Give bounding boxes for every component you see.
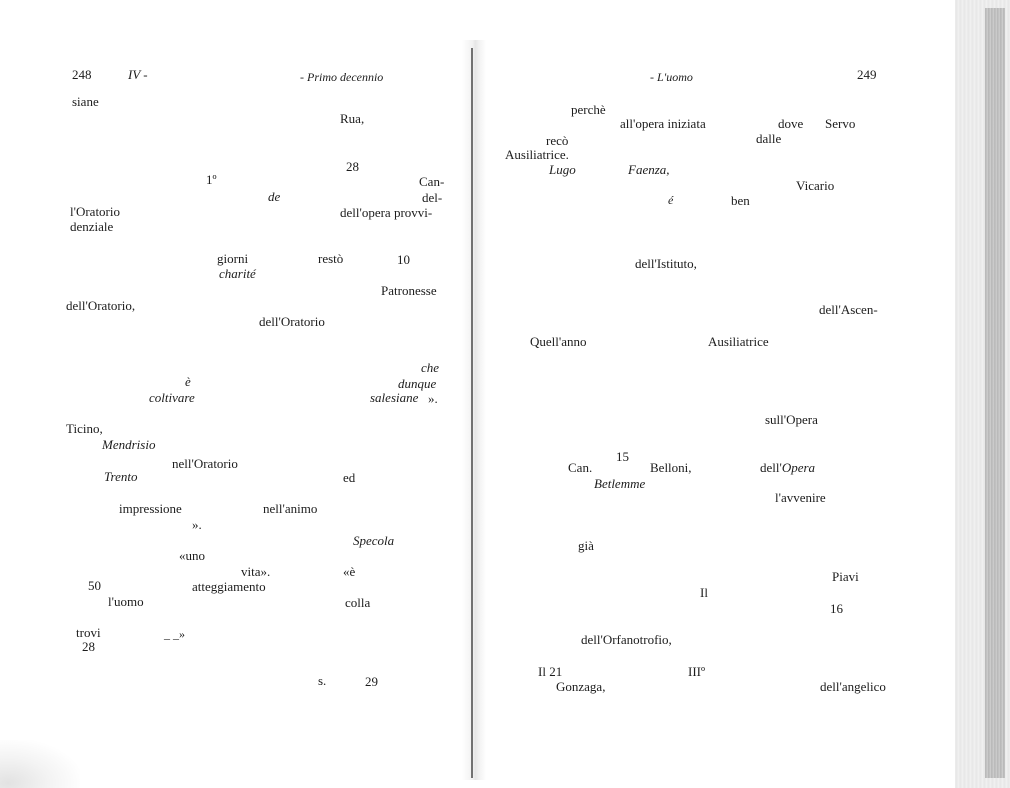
word: Il xyxy=(700,585,708,600)
word: ». xyxy=(192,517,202,532)
word: ben xyxy=(731,193,750,208)
word: recò xyxy=(546,133,569,148)
word: all'opera iniziata xyxy=(620,116,706,131)
word: dell'opera provvi- xyxy=(340,205,433,220)
word: dell'angelico xyxy=(820,679,886,694)
page-edges-shadow xyxy=(985,8,1005,778)
gutter-shadow-line xyxy=(471,48,473,778)
word: Rua, xyxy=(340,111,365,126)
word: dell'Oratorio, xyxy=(66,298,136,313)
word: Piavi xyxy=(832,569,859,584)
word: Gonzaga, xyxy=(556,679,606,694)
word: nell'Oratorio xyxy=(172,456,238,471)
word: 15 xyxy=(616,449,629,464)
word: colla xyxy=(345,595,371,610)
word: Betlemme xyxy=(594,476,646,491)
book-gutter xyxy=(462,40,486,780)
word: Specola xyxy=(353,533,395,548)
word: atteggiamento xyxy=(192,579,266,594)
word: IIIº xyxy=(688,664,706,679)
word: salesiane xyxy=(370,390,419,405)
word: «è xyxy=(343,564,356,579)
word: trovi xyxy=(76,625,101,640)
word: giorni xyxy=(217,251,249,266)
word: Servo xyxy=(825,116,856,131)
word: de xyxy=(268,189,281,204)
word: 50 xyxy=(88,578,101,593)
word: restò xyxy=(318,251,344,266)
word: vita». xyxy=(241,564,271,579)
word: l'uomo xyxy=(108,594,144,609)
word: Patronesse xyxy=(381,283,437,298)
word: «uno xyxy=(179,548,205,563)
word: del- xyxy=(422,190,443,205)
word: siane xyxy=(72,94,99,109)
word: è xyxy=(185,374,191,389)
word: Quell'anno xyxy=(530,334,587,349)
word: 29 xyxy=(365,674,378,689)
running-head-title-right: - L'uomo xyxy=(650,70,693,84)
word: coltivare xyxy=(149,390,195,405)
word: dell'Ascen- xyxy=(819,302,878,317)
word: impressione xyxy=(119,501,182,516)
word: _ _» xyxy=(164,627,185,641)
word: é xyxy=(668,193,674,207)
word: Can- xyxy=(419,174,445,189)
word: Lugo xyxy=(549,162,576,177)
word: dunque xyxy=(398,376,437,391)
word: sull'Opera xyxy=(765,412,818,427)
word: charité xyxy=(219,266,256,281)
word: ed xyxy=(343,470,356,485)
word: Can. xyxy=(568,460,593,475)
word: Trento xyxy=(104,469,138,484)
word: Il 21 xyxy=(538,664,563,679)
word: denziale xyxy=(70,219,114,234)
word: 16 xyxy=(830,601,843,616)
word: Mendrisio xyxy=(102,437,156,452)
word: Opera xyxy=(781,460,816,475)
word: perchè xyxy=(571,102,606,117)
word: 10 xyxy=(397,252,410,267)
word: 28 xyxy=(82,639,95,654)
word: dalle xyxy=(756,131,782,146)
page-number-left: 248 xyxy=(72,67,92,82)
running-head-title-left: - Primo decennio xyxy=(300,70,384,84)
word: nell'animo xyxy=(263,501,318,516)
word: Ausiliatrice xyxy=(708,334,769,349)
word: già xyxy=(578,538,594,553)
word: dell'Orfanotrofio, xyxy=(581,632,672,647)
scan-smudge xyxy=(0,740,80,788)
word-run xyxy=(760,460,815,475)
page-number-right: 249 xyxy=(857,67,877,82)
word: Belloni, xyxy=(650,460,692,475)
word: Vicario xyxy=(796,178,835,193)
word: l'Oratorio xyxy=(70,204,120,219)
word: Ticino, xyxy=(66,421,103,436)
word: che xyxy=(421,360,440,375)
word: 28 xyxy=(346,159,359,174)
word: dell'Istituto, xyxy=(635,256,697,271)
running-head-part: IV - xyxy=(128,67,148,82)
word: dell' xyxy=(760,460,782,475)
word: s. xyxy=(318,673,327,688)
word: ». xyxy=(428,391,438,406)
word: 1º xyxy=(206,172,217,187)
word: l'avvenire xyxy=(775,490,826,505)
word: Ausiliatrice. xyxy=(505,147,569,162)
word: dell'Oratorio xyxy=(259,314,325,329)
word: dove xyxy=(778,116,804,131)
word: Faenza, xyxy=(628,162,670,177)
